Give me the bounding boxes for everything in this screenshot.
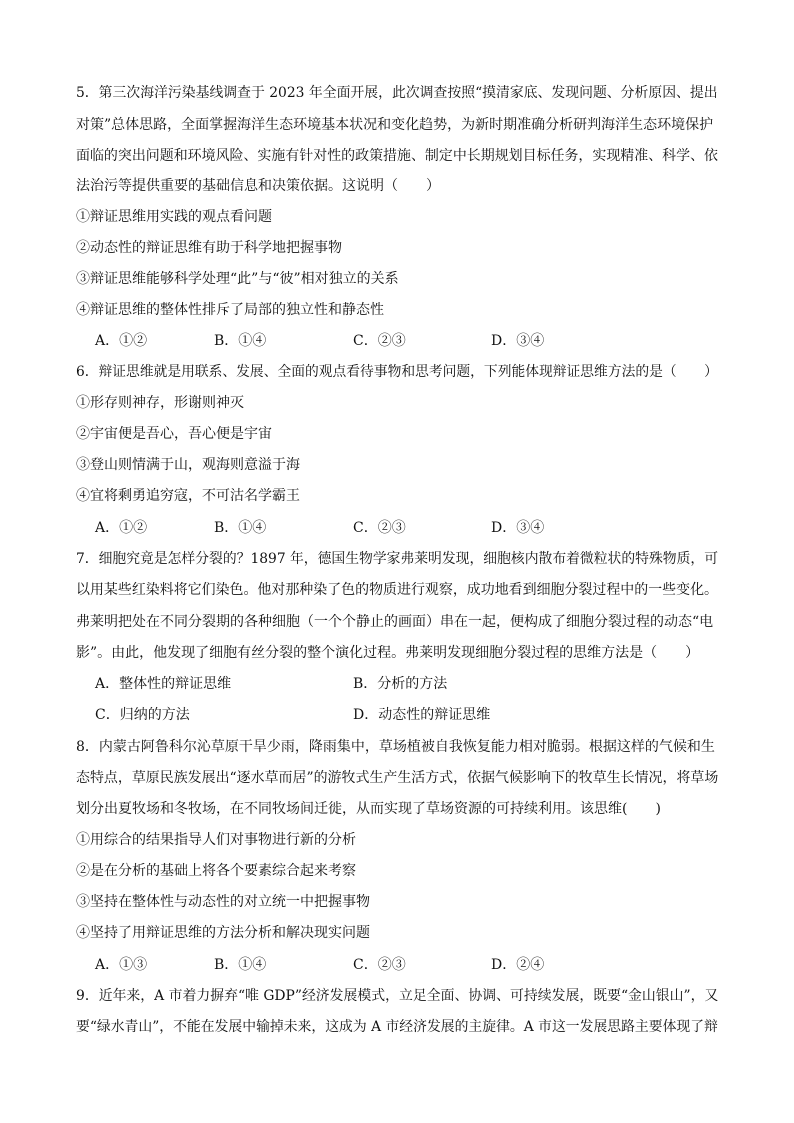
statement-item: ④辩证思维的整体性排斥了局部的独立性和静态性 [76, 302, 384, 318]
option-b[interactable]: B．分析的方法 [353, 676, 448, 692]
option-a[interactable]: A．①② [95, 333, 148, 349]
statement-item: ②是在分析的基础上将各个要素综合起来考察 [76, 863, 356, 879]
statement-item: ③登山则情满于山，观海则意溢于海 [76, 457, 300, 473]
statement-item: ②宇宙便是吾心，吾心便是宇宙 [76, 426, 272, 442]
question-text-line: 要“绿水青山”，不能在发展中输掉未来，这成为 A 市经济发展的主旋律。A 市这一发展思路主要体现了辩 [76, 1019, 718, 1035]
option-d[interactable]: D．③④ [491, 520, 545, 536]
option-b[interactable]: B．①④ [214, 333, 267, 349]
option-c[interactable]: C．②③ [353, 957, 406, 973]
option-b[interactable]: B．①④ [214, 957, 267, 973]
statement-item: ④坚持了用辩证思维的方法分析和解决现实问题 [76, 925, 370, 941]
option-b[interactable]: B．①④ [214, 520, 267, 536]
question-text-line: 态特点，草原民族发展出“逐水草而居”的游牧式生产生活方式，依据气候影响下的牧草生长情况，将草场 [76, 770, 719, 786]
option-a[interactable]: A．整体性的辩证思维 [95, 676, 232, 692]
statement-item: ①形存则神存，形谢则神灭 [76, 395, 244, 411]
option-a[interactable]: A．①③ [95, 957, 148, 973]
question-text-line: 7．细胞究竟是怎样分裂的？1897 年，德国生物学家弗莱明发现，细胞核内散布着微粒状的特殊物质，可 [76, 551, 719, 567]
question-text-line: 弗莱明把处在不同分裂期的各种细胞（一个个静止的画面）串在一起，便构成了细胞分裂过程的动态“电 [76, 614, 714, 630]
question-text-line: 9．近年来，A 市着力摒弃“唯 GDP”经济发展模式，立足全面、协调、可持续发展，既要“金山银山”，又 [76, 988, 719, 1004]
question-text-line: 以用某些红染料将它们染色。他对那种染了色的物质进行观察，成功地看到细胞分裂过程中的一些变化。 [76, 582, 719, 598]
statement-item: ①辩证思维用实践的观点看问题 [76, 209, 272, 225]
question-text-line: 影”。由此，他发现了细胞有丝分裂的整个演化过程。弗莱明发现细胞分裂过程的思维方法是（ ） [76, 645, 700, 661]
option-d[interactable]: D．②④ [491, 957, 545, 973]
option-c[interactable]: C．②③ [353, 520, 406, 536]
statement-item: ④宜将剩勇追穷寇，不可沽名学霸王 [76, 488, 300, 504]
statement-item: ③辩证思维能够科学处理“此”与“彼”相对独立的关系 [76, 271, 399, 287]
question-text-line: 对策”总体思路，全面掌握海洋生态环境基本状况和变化趋势，为新时期准确分析研判海洋生态环境保护 [76, 117, 714, 133]
statement-item: ①用综合的结果指导人们对事物进行新的分析 [76, 832, 356, 848]
question-text-line: 划分出夏牧场和冬牧场，在不同牧场间迁徙，从而实现了草场资源的可持续利用。该思维( ) [76, 801, 661, 817]
question-text-line: 5．第三次海洋污染基线调查于 2023 年全面开展，此次调查按照“摸清家底、发现问题、分析原因、提出 [76, 85, 718, 101]
question-text-line: 6．辩证思维就是用联系、发展、全面的观点看待事物和思考问题，下列能体现辩证思维方法的是（ ） [76, 364, 718, 380]
option-c[interactable]: C．②③ [353, 333, 406, 349]
option-c[interactable]: C．归纳的方法 [95, 707, 190, 723]
option-d[interactable]: D．③④ [491, 333, 545, 349]
statement-item: ②动态性的辩证思维有助于科学地把握事物 [76, 240, 342, 256]
option-d[interactable]: D．动态性的辩证思维 [353, 707, 491, 723]
question-text-line: 8．内蒙古阿鲁科尔沁草原干旱少雨，降雨集中，草场植被自我恢复能力相对脆弱。根据这样的气候和生 [76, 739, 715, 755]
option-a[interactable]: A．①② [95, 520, 148, 536]
statement-item: ③坚持在整体性与动态性的对立统一中把握事物 [76, 894, 370, 910]
question-text-line: 法治污等提供重要的基础信息和决策依据。这说明（ ） [76, 178, 440, 194]
question-text-line: 面临的突出问题和环境风险、实施有针对性的政策措施、制定中长期规划目标任务，实现精准、科学、依 [76, 148, 719, 164]
